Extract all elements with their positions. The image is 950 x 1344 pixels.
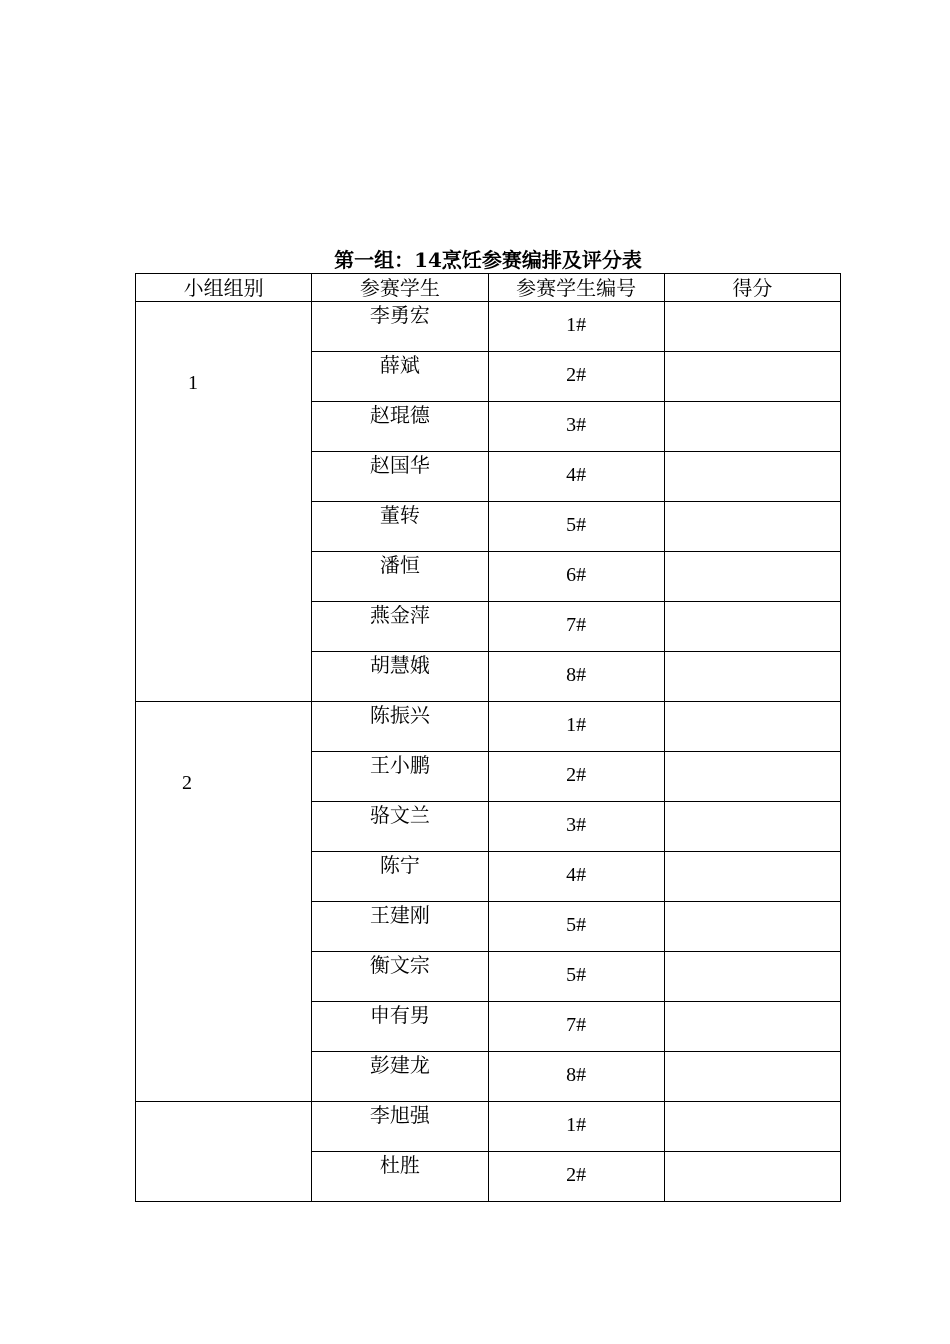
student-number-cell	[488, 602, 664, 652]
student-number-cell	[488, 502, 664, 552]
student-name: 骆文兰	[369, 803, 430, 827]
score-cell[interactable]	[664, 452, 840, 502]
student-name-cell	[312, 802, 488, 852]
student-number-cell	[488, 1002, 664, 1052]
score-cell[interactable]	[664, 902, 840, 952]
group-label: 1	[188, 372, 198, 394]
score-cell[interactable]	[664, 752, 840, 802]
student-name-cell	[312, 502, 488, 552]
student-number-cell	[488, 302, 664, 352]
score-cell[interactable]	[664, 852, 840, 902]
student-name: 杜胜	[379, 1153, 420, 1177]
student-number: 7#	[566, 1014, 587, 1036]
student-name: 王小鹏	[369, 753, 430, 777]
student-name: 薛斌	[379, 353, 420, 377]
student-name-cell	[312, 552, 488, 602]
student-number-cell	[488, 402, 664, 452]
student-number-cell	[488, 452, 664, 502]
score-cell[interactable]	[664, 1152, 840, 1202]
table-row	[136, 702, 841, 752]
student-name: 王建刚	[369, 903, 430, 927]
student-number-cell	[488, 902, 664, 952]
student-name: 李勇宏	[369, 303, 430, 327]
student-number-cell	[488, 1152, 664, 1202]
student-name: 董转	[379, 503, 420, 527]
student-name-cell	[312, 1152, 488, 1202]
student-name-cell	[312, 702, 488, 752]
student-name: 胡慧娥	[369, 653, 430, 677]
student-name: 赵琨德	[369, 403, 430, 427]
student-name-cell	[312, 402, 488, 452]
student-name: 陈振兴	[369, 703, 430, 727]
header-student: 参赛学生	[312, 274, 488, 302]
score-cell[interactable]	[664, 402, 840, 452]
student-name-cell	[312, 902, 488, 952]
student-number: 1#	[566, 1114, 587, 1136]
score-cell[interactable]	[664, 1052, 840, 1102]
score-cell[interactable]	[664, 1002, 840, 1052]
student-number: 1#	[566, 314, 587, 336]
student-number-cell	[488, 752, 664, 802]
student-name-cell	[312, 1052, 488, 1102]
student-number: 2#	[566, 364, 587, 386]
score-cell[interactable]	[664, 602, 840, 652]
student-name: 李旭强	[369, 1103, 430, 1127]
student-name: 彭建龙	[369, 1053, 430, 1077]
student-number: 4#	[566, 864, 587, 886]
student-number: 5#	[566, 914, 587, 936]
student-name-cell	[312, 1002, 488, 1052]
student-name: 陈宁	[379, 853, 420, 877]
group-label: 2	[182, 772, 192, 794]
student-number-cell	[488, 702, 664, 752]
student-number: 2#	[566, 1164, 587, 1186]
student-number-cell	[488, 552, 664, 602]
score-cell[interactable]	[664, 552, 840, 602]
header-student-number: 参赛学生编号	[488, 274, 664, 302]
table-row	[136, 302, 841, 352]
student-number: 2#	[566, 764, 587, 786]
score-table	[135, 273, 841, 1202]
student-name-cell	[312, 752, 488, 802]
header-group: 小组组别	[136, 274, 312, 302]
score-cell[interactable]	[664, 1102, 840, 1152]
student-name-cell	[312, 852, 488, 902]
student-number-cell	[488, 852, 664, 902]
header-row	[136, 274, 841, 302]
student-number-cell	[488, 952, 664, 1002]
student-number: 8#	[566, 1064, 587, 1086]
score-cell[interactable]	[664, 702, 840, 752]
student-number: 5#	[566, 964, 587, 986]
student-number-cell	[488, 652, 664, 702]
student-number: 8#	[566, 664, 587, 686]
student-name-cell	[312, 352, 488, 402]
group-cell	[136, 702, 312, 1102]
score-cell[interactable]	[664, 652, 840, 702]
score-cell[interactable]	[664, 302, 840, 352]
student-name-cell	[312, 952, 488, 1002]
header-score: 得分	[664, 274, 840, 302]
student-name: 衡文宗	[369, 953, 430, 977]
score-cell[interactable]	[664, 352, 840, 402]
student-name: 潘恒	[379, 553, 420, 577]
student-name-cell	[312, 1102, 488, 1152]
score-cell[interactable]	[664, 952, 840, 1002]
student-number: 3#	[566, 414, 587, 436]
student-name-cell	[312, 302, 488, 352]
student-number-cell	[488, 1102, 664, 1152]
group-cell	[136, 302, 312, 702]
student-number-cell	[488, 802, 664, 852]
student-name: 赵国华	[369, 453, 430, 477]
student-number: 7#	[566, 614, 587, 636]
student-number-cell	[488, 1052, 664, 1102]
student-number: 3#	[566, 814, 587, 836]
table-body	[136, 302, 841, 1202]
student-number: 6#	[566, 564, 587, 586]
student-number: 5#	[566, 514, 587, 536]
student-number-cell	[488, 352, 664, 402]
score-cell[interactable]	[664, 502, 840, 552]
student-name-cell	[312, 452, 488, 502]
student-name: 申有男	[369, 1003, 430, 1027]
table-row	[136, 1102, 841, 1152]
student-number: 1#	[566, 714, 587, 736]
student-number: 4#	[566, 464, 587, 486]
group-cell	[136, 1102, 312, 1202]
student-name-cell	[312, 602, 488, 652]
document-title: 第一组：14烹饪参赛编排及评分表	[334, 248, 642, 272]
score-cell[interactable]	[664, 802, 840, 852]
student-name: 燕金萍	[369, 603, 430, 627]
student-name-cell	[312, 652, 488, 702]
